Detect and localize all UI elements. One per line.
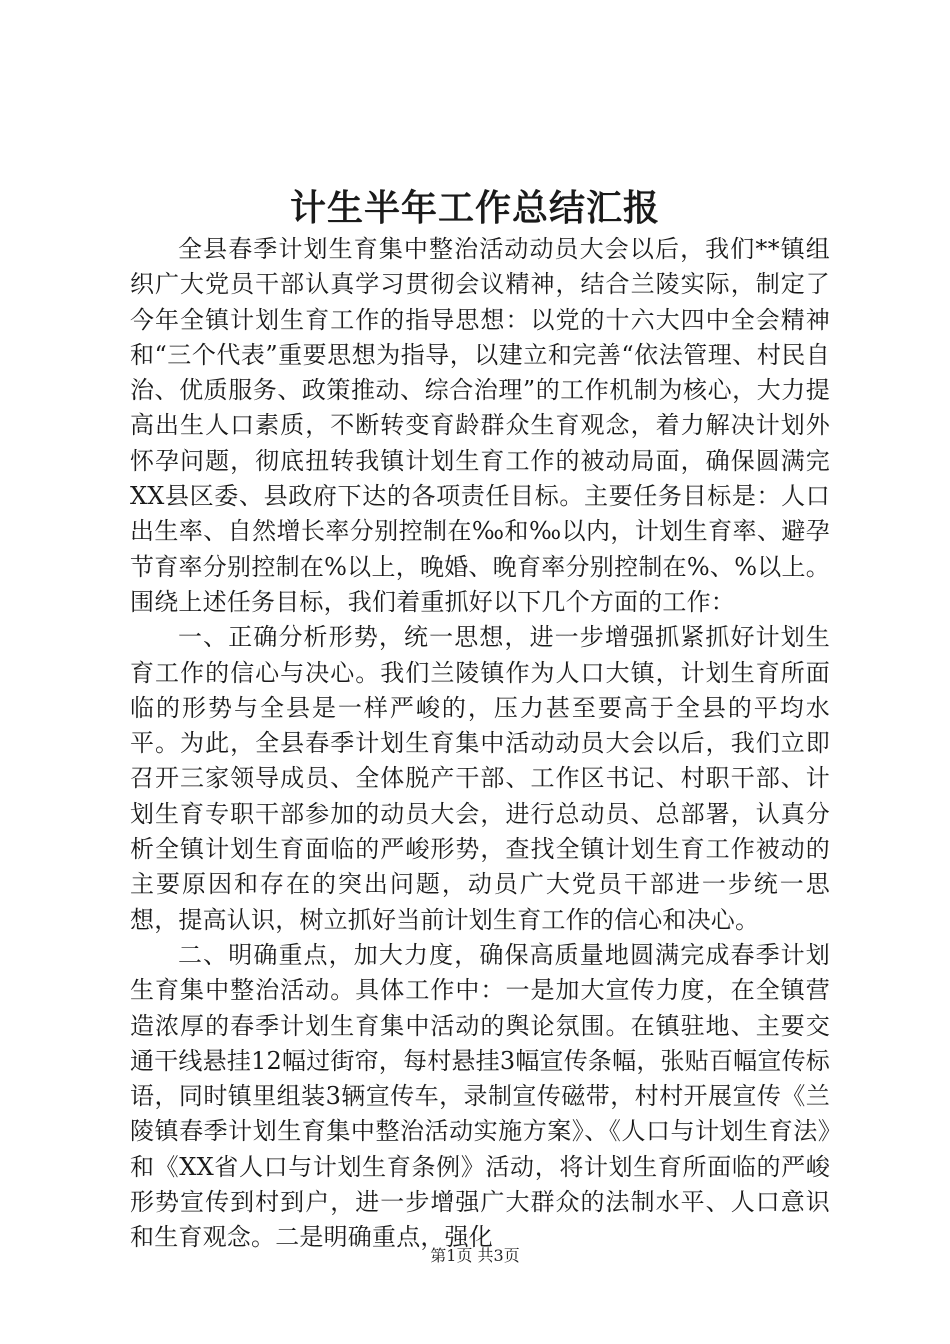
paragraph-intro: 全县春季计划生育集中整治活动动员大会以后，我们**镇组织广大党员干部认真学习贯彻会议精神，结合兰陵实际，制定了今年全镇计划生育工作的指导思想：以党的十六大四中全会精神和“三个代表”重要思想为指导，以建立和完善“依法管理、村民自治、优质服务、政策推动、综合治理”的工作机制为核心，大力提高出生人口素质，不断转变育龄群众生育观念，着力解决计划外怀孕问题，彻底扭转我镇计划生育工作的被动局面，确保圆满完XX县区委、县政府下达的各项责任目标。主要任务目标是：人口出生率、自然增长率分别控制在‰和‰以内，计划生育率、避孕节育率分别控制在%以上，晚婚、晚育率分别控制在%、%以上。围绕上述任务目标，我们着重抓好以下几个方面的工作： [130,235,830,616]
page-number-footer: 第1页 共3页 [430,1246,520,1265]
paragraph-section-2: 二、明确重点，加大力度，确保高质量地圆满完成春季计划生育集中整治活动。具体工作中：一是加大宣传力度，在全镇营造浓厚的春季计划生育集中活动的舆论氛围。在镇驻地、主要交通干线悬挂12幅过街帘，每村悬挂3幅宣传条幅，张贴百幅宣传标语，同时镇里组装3辆宣传车，录制宣传磁带，村村开展宣传《兰陵镇春季计划生育集中整治活动实施方案》、《人口与计划生育法》和《XX省人口与计划生育条例》活动，将计划生育所面临的严峻形势宣传到村到户，进一步增强广大群众的法制水平、人口意识和生育观念。二是明确重点，强化 [130,940,830,1252]
document-title: 计生半年工作总结汇报 [289,187,660,229]
paragraph-section-1: 一、正确分析形势，统一思想，进一步增强抓紧抓好计划生育工作的信心与决心。我们兰陵镇作为人口大镇，计划生育所面临的形势与全县是一样严峻的，压力甚至要高于全县的平均水平。为此，全县春季计划生育集中活动动员大会以后，我们立即召开三家领导成员、全体脱产干部、工作区书记、村职干部、计划生育专职干部参加的动员大会，进行总动员、总部署，认真分析全镇计划生育面临的严峻形势，查找全镇计划生育工作被动的主要原因和存在的突出问题，动员广大党员干部进一步统一思想，提高认识，树立抓好当前计划生育工作的信心和决心。 [130,623,830,934]
document-body [130,232,830,1256]
